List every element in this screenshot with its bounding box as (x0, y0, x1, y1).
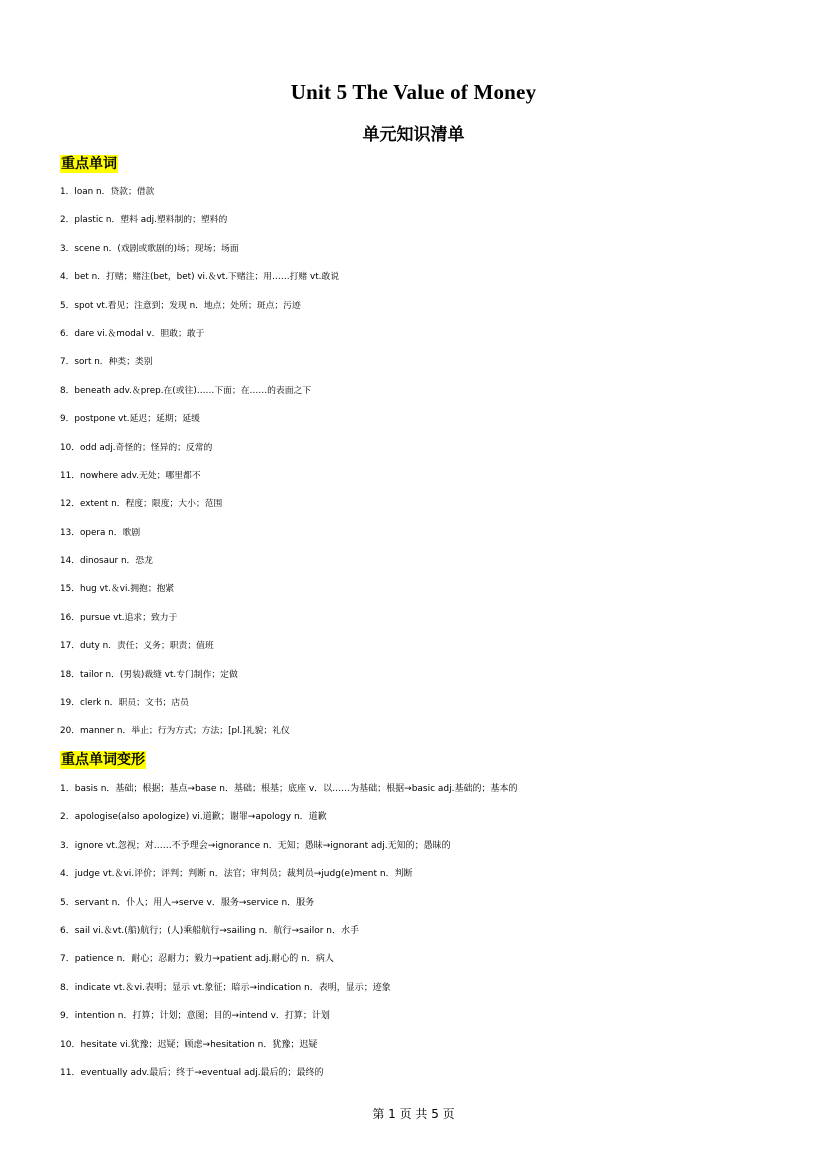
item-text: judge vt.＆vi.评价；评判；判断 n．法官；审判员；裁判员→judg(e)ment n．判断 (74, 869, 413, 880)
item-number: 19． (60, 698, 80, 709)
item-number: 8． (60, 385, 75, 396)
item-text: intention n．打算；计划；意图；目的→intend v．打算；计划 (74, 1011, 330, 1022)
list-item (60, 547, 780, 575)
item-number: 16． (60, 612, 80, 623)
list-item (60, 632, 780, 660)
list-item (60, 1002, 780, 1030)
item-number: 4． (60, 869, 75, 880)
item-text: servant n．仆人；用人→serve v．服务→service n．服务 (74, 897, 315, 908)
list-item (60, 717, 780, 745)
section-heading-key-words: 重点单词 (61, 156, 117, 172)
item-number: 7． (60, 357, 75, 368)
item-text: clerk n．职员；文书；店员 (80, 698, 189, 709)
list-item (60, 604, 780, 632)
item-number: 11． (60, 470, 80, 481)
item-text: bet n．打赌；赌注(bet，bet) vi.＆vt.下赌注；用……打赌 vt.敢说 (74, 272, 340, 283)
list-item (60, 490, 780, 518)
item-text: apologise(also apologize) vi.道歉；谢罪→apology n．道歉 (74, 812, 327, 823)
list-item (60, 803, 780, 831)
item-text: nowhere adv.无处；哪里都不 (80, 470, 201, 481)
list-item (60, 206, 780, 234)
item-number: 14． (60, 556, 80, 567)
list-item (60, 860, 780, 888)
item-number: 18． (60, 669, 80, 680)
list-item (60, 405, 780, 433)
item-number: 5． (60, 300, 75, 311)
item-number: 3． (60, 243, 75, 254)
list-item (60, 974, 780, 1002)
item-number: 10． (60, 442, 80, 453)
list-item (60, 462, 780, 490)
item-text: dinosaur n．恐龙 (80, 556, 153, 567)
item-number: 6． (60, 925, 75, 936)
list-item (60, 575, 780, 603)
item-text: tailor n．(男装)裁缝 vt.专门制作；定做 (80, 669, 238, 680)
page-title: Unit 5 The Value of Money (290, 80, 537, 104)
item-number: 17． (60, 641, 80, 652)
list-item (60, 377, 780, 405)
item-number: 1． (60, 784, 75, 794)
item-number: 3． (60, 840, 75, 851)
section-heading-word-forms: 重点单词变形 (61, 752, 145, 768)
list-item (60, 519, 780, 547)
item-number: 8． (60, 982, 75, 993)
item-number: 9． (60, 414, 75, 425)
item-text: odd adj.奇怪的；怪异的；反常的 (80, 442, 213, 453)
item-text: sort n．种类；类别 (74, 357, 153, 368)
page-footer: 第 1 页 共 5 页 (372, 1107, 455, 1121)
item-text: ignore vt.忽视；对……不予理会→ignorance n．无知；愚昧→ignorant adj.无知的；愚昧的 (74, 840, 451, 851)
item-number: 11． (60, 1067, 81, 1078)
item-number: 1． (60, 187, 75, 197)
item-text: duty n．责任；义务；职责；值班 (80, 641, 214, 652)
item-text: pursue vt.追求；致力于 (80, 612, 178, 623)
item-number: 15． (60, 584, 80, 595)
list-item (60, 320, 780, 348)
item-text: eventually adv.最后；终于→eventual adj.最后的；最终的 (80, 1067, 324, 1078)
item-number: 12． (60, 499, 80, 510)
item-number: 7． (60, 954, 75, 965)
list-item (60, 832, 780, 860)
item-number: 2． (60, 215, 75, 226)
item-text: plastic n．塑料 adj.塑料制的；塑料的 (74, 215, 228, 226)
word-forms-list (60, 775, 780, 1087)
list-item (60, 689, 780, 717)
list-item (60, 775, 780, 803)
key-words-list (60, 178, 780, 746)
item-text: loan n．贷款；借款 (74, 187, 155, 197)
item-text: opera n．歌剧 (80, 527, 141, 538)
item-text: manner n．举止；行为方式；方法；[pl.]礼貌；礼仪 (80, 726, 290, 737)
item-text: hug vt.＆vi.拥抱；抱紧 (80, 584, 175, 595)
item-text: spot vt.看见；注意到；发现 n．地点；处所；斑点；污迹 (74, 300, 301, 311)
list-item (60, 292, 780, 320)
list-item (60, 263, 780, 291)
list-item (60, 945, 780, 973)
item-text: postpone vt.延迟；延期；延缓 (74, 414, 200, 425)
item-text: hesitate vi.犹豫；迟疑；顾虑→hesitation n．犹豫；迟疑 (80, 1039, 318, 1050)
item-text: dare vi.＆modal v．胆敢；敢于 (74, 328, 205, 339)
item-text: beneath adv.＆prep.在(或往)……下面；在……的表面之下 (74, 385, 312, 396)
list-item (60, 348, 780, 376)
list-item (60, 434, 780, 462)
list-item (60, 1031, 780, 1059)
item-number: 4． (60, 272, 75, 283)
item-text: patience n．耐心；忍耐力；毅力→patient adj.耐心的 n．病人 (74, 954, 334, 965)
item-number: 6． (60, 328, 75, 339)
list-item (60, 1059, 780, 1087)
item-text: indicate vt.＆vi.表明；显示 vt.象征；暗示→indication n．表明，显示；迹象 (74, 982, 391, 993)
list-item (60, 917, 780, 945)
list-item (60, 889, 780, 917)
item-number: 10． (60, 1039, 81, 1050)
item-text: scene n．(戏剧或歌剧的)场；现场；场面 (74, 243, 239, 254)
item-number: 2． (60, 812, 75, 823)
item-text: basis n．基础；根据；基点→base n．基础；根基；底座 v．以……为基础；根据→basic adj.基础的；基本的 (74, 784, 518, 794)
list-item (60, 235, 780, 263)
item-number: 5． (60, 897, 75, 908)
list-item (60, 178, 780, 206)
page-subtitle: 单元知识清单 (362, 125, 465, 145)
item-number: 13． (60, 527, 80, 538)
item-text: extent n．程度；限度；大小；范围 (80, 499, 223, 510)
item-number: 20． (60, 726, 80, 737)
list-item (60, 661, 780, 689)
item-number: 9． (60, 1011, 75, 1022)
item-text: sail vi.＆vt.(船)航行；(人)乘船航行→sailing n．航行→sailor n．水手 (74, 925, 359, 936)
